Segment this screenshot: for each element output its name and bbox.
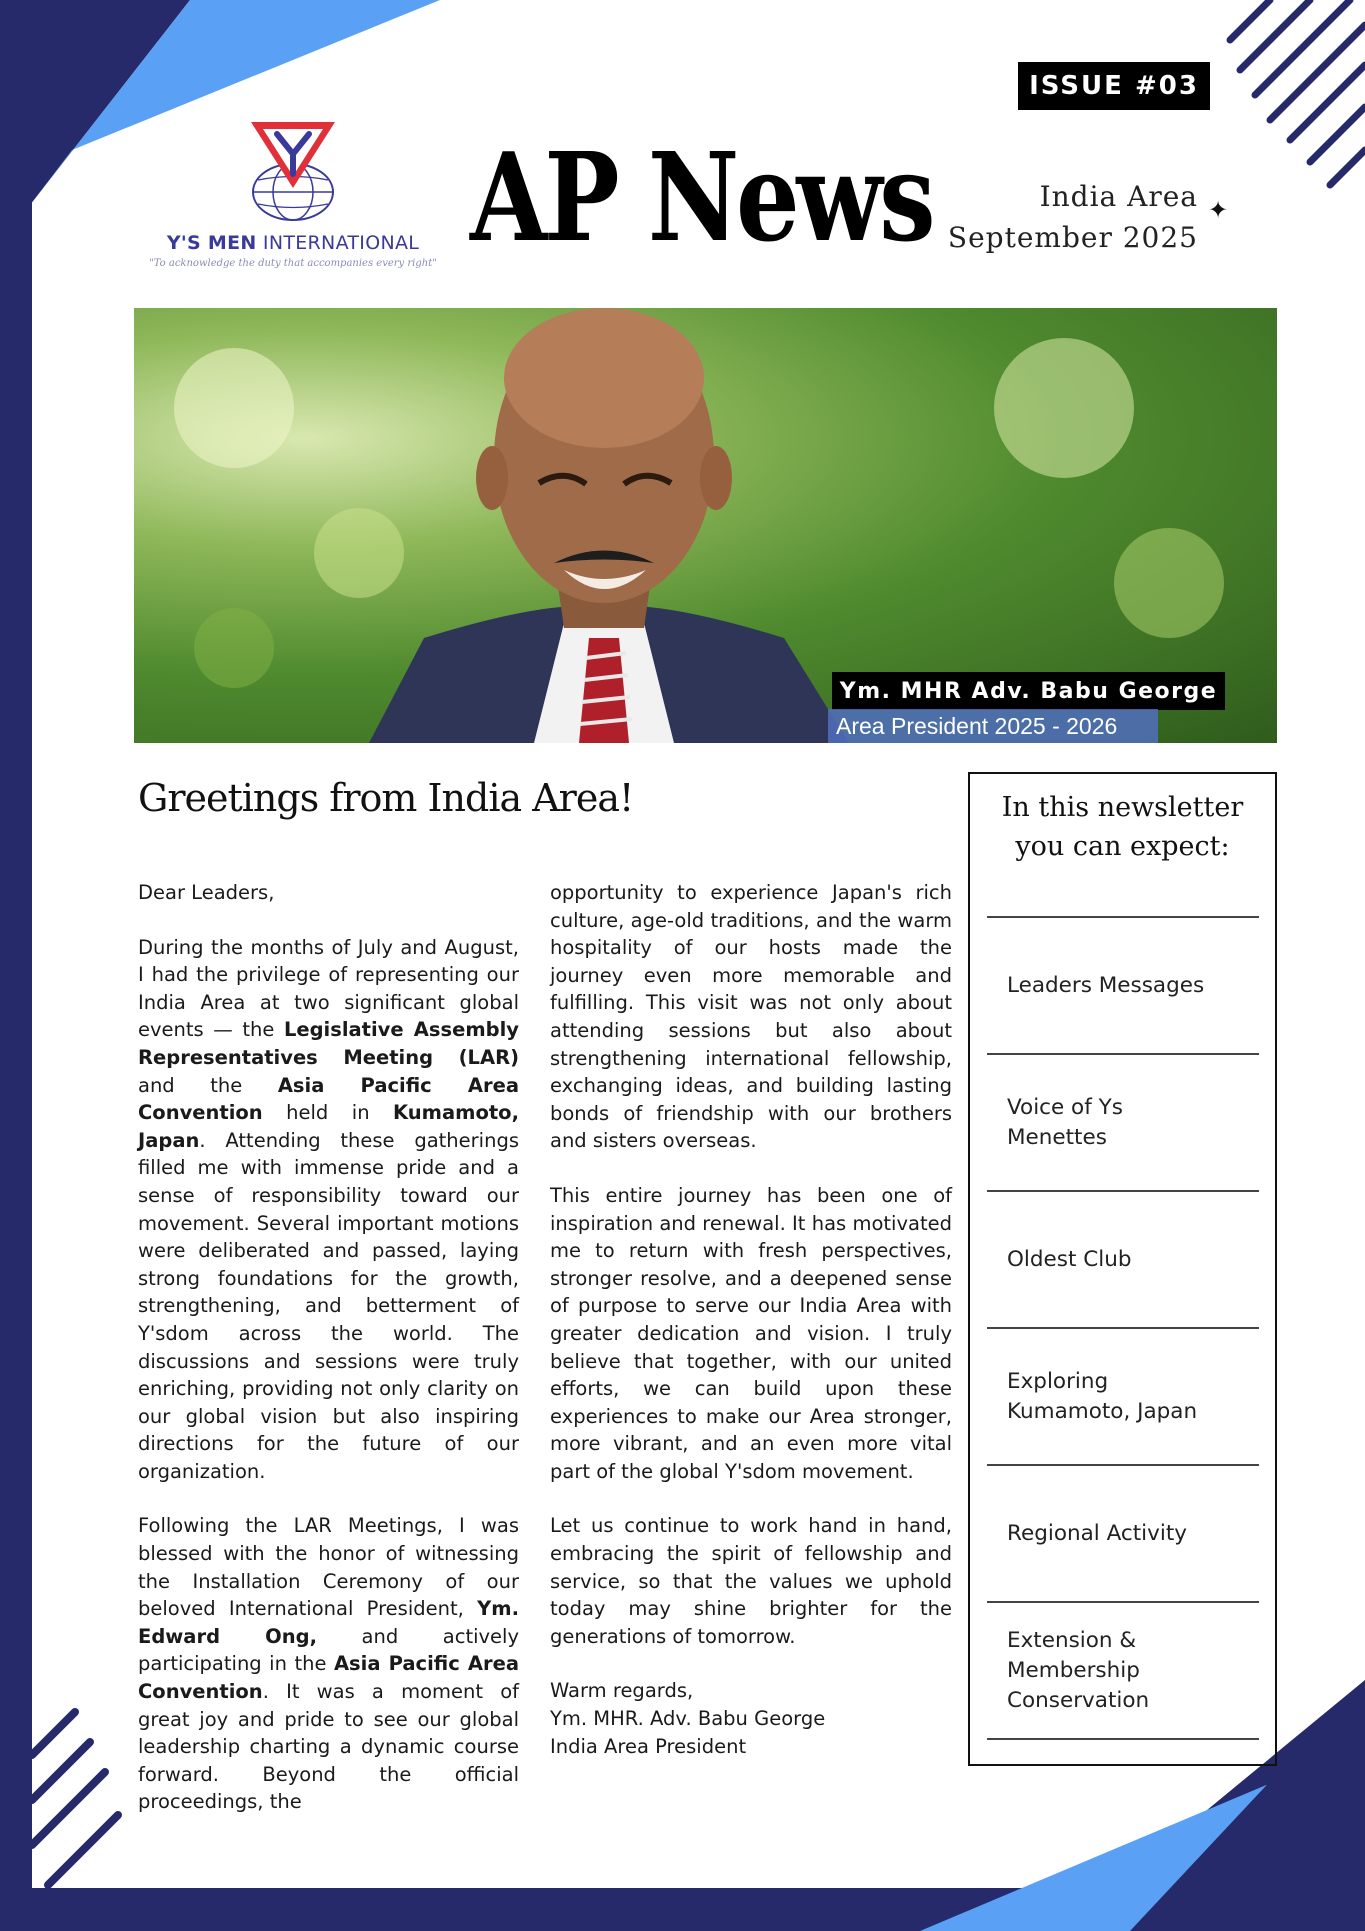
contents-item-regional-activity[interactable]: Regional Activity xyxy=(987,1464,1259,1601)
contents-title: In this newsletter you can expect: xyxy=(1001,792,1244,862)
article-column-2 xyxy=(550,879,952,1760)
closing: Warm regards, xyxy=(550,1679,694,1703)
globe-logo-icon xyxy=(233,118,353,228)
signature-title: India Area President xyxy=(550,1734,747,1758)
masthead-title: AP News xyxy=(470,125,933,269)
signature-name: Ym. MHR. Adv. Babu George xyxy=(550,1707,826,1731)
paragraph-5: Let us continue to work hand in hand, embracing the spirit of fellowship and service, so that the values we uphold today may shine brighter for the generations of tomorrow. xyxy=(550,1514,952,1648)
paragraph-3: opportunity to experience Japan's rich culture, age-old traditions, and the warm hospitality of our hosts made the journey even more memorable and fulfilling. This visit was not only about attending sessions but also about strengthening international fellowship, exchanging ideas, and building lasting bonds of friendship with our brothers and sisters overseas. xyxy=(550,881,952,1153)
sparkle-icon: ✦ xyxy=(1208,196,1229,224)
contents-item-oldest-club[interactable]: Oldest Club xyxy=(987,1190,1259,1327)
contents-item-exploring-kumamoto[interactable]: Exploring Kumamoto, Japan xyxy=(987,1327,1259,1464)
paragraph-1: During the months of July and August, I had the privilege of representing our India Area at two significant global events — the Legislative Assembly Representatives Meeting (LAR) and the Asia Pacific Area Convention held in Kumamoto, Japan. Attending these gatherings filled me with immense pride and a sense of responsibility toward our movement. Several important motions were deliberated and passed, laying strong foundations for the growth, strengthening, and betterment of Y'sdom across the world. The discussions and sessions were truly enriching, providing not only clarity on our global vision but also inspiring directions for the future of our organization. xyxy=(138,935,519,1483)
area-date-block xyxy=(948,180,1198,254)
article-column-1 xyxy=(138,879,519,1816)
issue-date: September 2025 xyxy=(947,221,1198,254)
hero-caption-name: Ym. MHR Adv. Babu George xyxy=(832,672,1225,710)
contents-divider xyxy=(987,1738,1259,1740)
contents-item-leaders-messages[interactable]: Leaders Messages xyxy=(987,916,1259,1053)
paragraph-2: Following the LAR Meetings, I was blessed with the honor of witnessing the Installation Ceremony of our beloved International President, Ym. Edward Ong, and actively participating in the Asia Pacific Area Convention. It was a moment of great joy and pride to see our global leadership charting a dynamic course forward. Beyond the official proceedings, the xyxy=(138,1514,519,1814)
article-heading: Greetings from India Area! xyxy=(138,776,634,820)
newsletter-contents xyxy=(968,772,1277,1766)
area-label: India Area xyxy=(1039,180,1198,213)
hero-caption-role: Area President 2025 - 2026 xyxy=(828,709,1158,743)
contents-list xyxy=(987,916,1259,1740)
salutation: Dear Leaders, xyxy=(138,881,275,904)
contents-item-voice-of-ys-menettes[interactable]: Voice of Ys Menettes xyxy=(987,1053,1259,1190)
logo-name-bold: Y'S MEN xyxy=(166,232,257,254)
issue-badge: ISSUE #03 xyxy=(1018,62,1210,110)
logo-tagline: "To acknowledge the duty that accompanies every right" xyxy=(149,258,437,269)
paragraph-4: This entire journey has been one of inspiration and renewal. It has motivated me to return with fresh perspectives, stronger resolve, and a deepened sense of purpose to serve our India Area with greater dedication and vision. I truly believe that together, with our united efforts, we can build upon these experiences to make our Area stronger, more vibrant, and an even more vital part of the global Y'sdom movement. xyxy=(550,1183,952,1483)
contents-item-extension-membership[interactable]: Extension & Membership Conservation xyxy=(987,1601,1259,1738)
logo-name-rest: INTERNATIONAL xyxy=(256,232,420,254)
ys-men-logo xyxy=(128,118,458,288)
signature-block xyxy=(550,1677,952,1760)
